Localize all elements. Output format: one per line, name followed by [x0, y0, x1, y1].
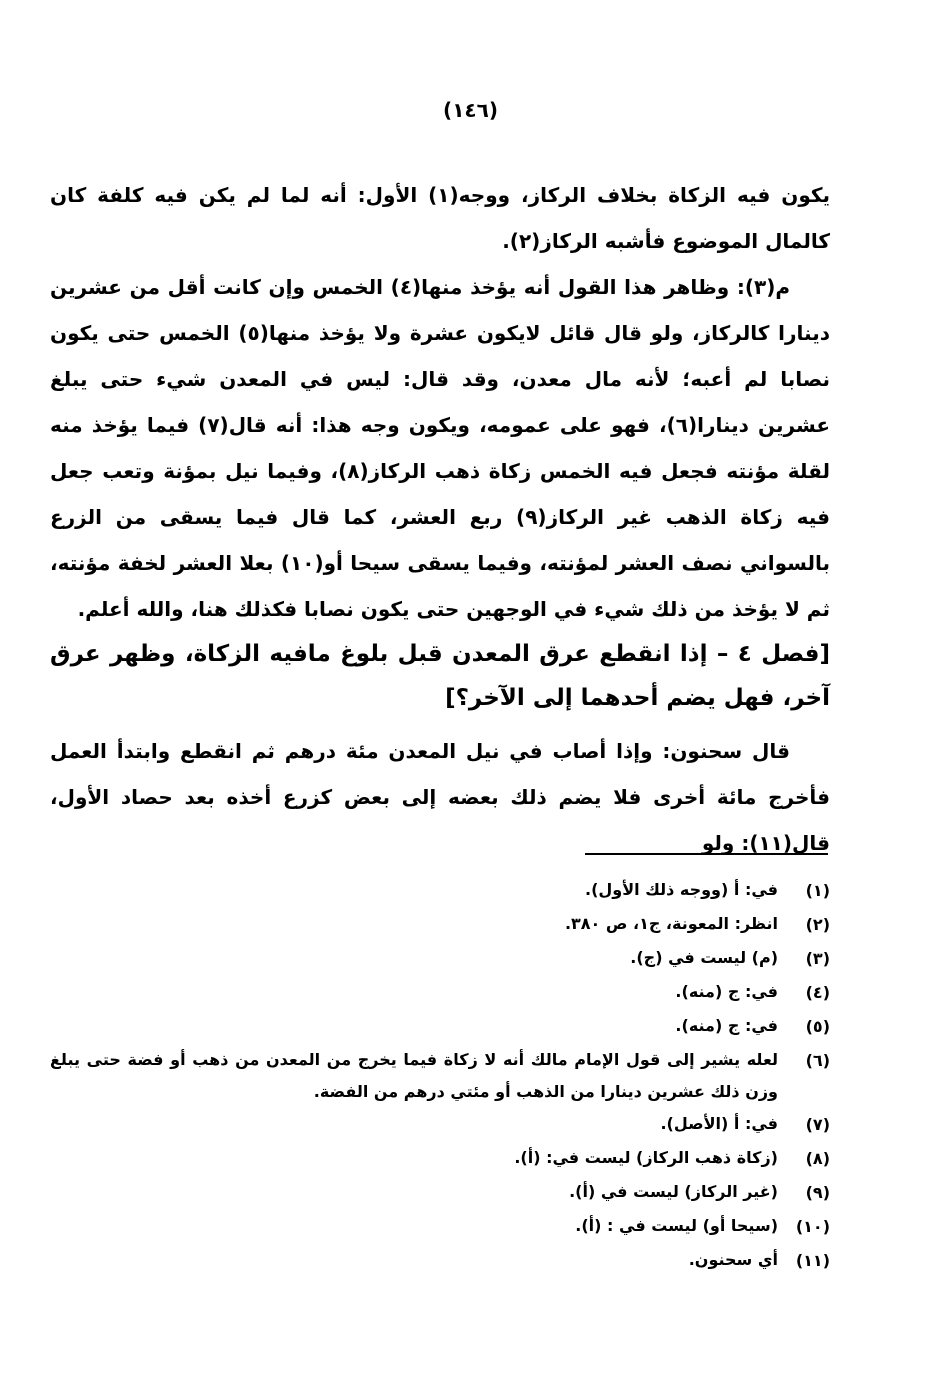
footnote-number: (٦) [805, 1051, 830, 1070]
footnote-number: (٧) [805, 1115, 830, 1134]
footnote-number: (٤) [805, 983, 830, 1002]
footnote-text: (زكاة ذهب الركاز) ليست في: (أ). [514, 1148, 778, 1167]
footnote-number: (١) [805, 881, 830, 900]
footnote-number: (٣) [805, 949, 830, 968]
footnote-number: (٢) [805, 915, 830, 934]
footnote-text: في: أ (ووجه ذلك الأول). [585, 880, 778, 899]
footnote-text: أي سحنون. [688, 1250, 778, 1269]
footnote-item [50, 908, 830, 942]
footnote-item [50, 1044, 830, 1108]
footnote-text: (سيحا أو) ليست في : (أ). [575, 1216, 778, 1235]
paragraph-main: م(٣): وظاهر هذا القول أنه يؤخذ منها(٤) الخمس وإن كانت أقل من عشرين دينارا كالركاز، ولو قال قائل لايكون عشرة ولا يؤخذ منها(٥) الخمس حتى يكون نصابا لم أعبه؛ لأنه مال معدن، وقد قال: ليس في المعدن شيء حتى يبلغ عشرين دينارا(٦)، فهو على عمومه، ويكون وجه هذا: أنه قال(٧) فيما يؤخذ منه لقلة مؤنته فجعل فيه الخمس زكاة ذهب الركاز(٨)، وفيما نيل بمؤنة وتعب جعل فيه زكاة الذهب غير الركاز(٩) ربع العشر، كما قال فيما يسقى من الزرع بالسواني نصف العشر لمؤنته، وفيما يسقى سيحا أو(١٠) بعلا العشر لخفة مؤنته، ثم لا يؤخذ من ذلك شيء في الوجهين حتى يكون نصابا فكذلك هنا، والله أعلم. [50, 275, 830, 621]
footnote-item [50, 1210, 830, 1244]
footnote-item [50, 1176, 830, 1210]
page-number: (١٤٦) [443, 98, 498, 122]
section-heading: [فصل ٤ – إذا انقطع عرق المعدن قبل بلوغ مافيه الزكاة، وظهر عرق آخر، فهل يضم أحدهما إلى الآخر؟] [50, 641, 831, 711]
footnote-text: لعله يشير إلى قول الإمام مالك أنه لا زكاة فيما يخرج من المعدن من ذهب أو فضة حتى يبلغ وزن ذلك عشرين دينارا من الذهب أو مئتي درهم من الفضة. [50, 1050, 778, 1101]
footnote-number: (١٠) [795, 1217, 830, 1236]
footnote-text: في: أ (الأصل). [660, 1114, 778, 1133]
footnote-item [50, 1108, 830, 1142]
footnote-text: في: ج (منه). [675, 982, 778, 1001]
footnote-item [50, 1142, 830, 1176]
footnote-text: انظر: المعونة، ج١، ص ٣٨٠. [564, 914, 778, 933]
footnote-separator [585, 853, 828, 855]
footnote-number: (٨) [805, 1149, 830, 1168]
footnote-text: (غير الركاز) ليست في (أ). [569, 1182, 778, 1201]
footnote-text: (م) ليست في (ج). [630, 948, 778, 967]
footnote-item [50, 942, 830, 976]
footnote-item [50, 1244, 830, 1278]
paragraph-continuation: يكون فيه الزكاة بخلاف الركاز، ووجه(١) الأول: أنه لما لم يكن فيه كلفة كان كالمال الموضوع فأشبه الركاز(٢). [50, 183, 831, 253]
footnote-item [50, 976, 830, 1010]
footnote-item [50, 874, 830, 908]
footnote-number: (١١) [795, 1251, 830, 1270]
footnote-text: في: ج (منه). [675, 1016, 778, 1035]
footnotes-list [50, 874, 830, 1278]
footnote-number: (٥) [805, 1017, 830, 1036]
paragraph-sahnun: قال سحنون: وإذا أصاب في نيل المعدن مئة درهم ثم انقطع وابتدأ العمل فأخرج مائة أخرى فلا يضم ذلك بعضه إلى بعض كزرع أخذه بعد حصاد الأول، قال(١١): ولو [50, 739, 830, 855]
footnote-item [50, 1010, 830, 1044]
footnote-number: (٩) [805, 1183, 830, 1202]
